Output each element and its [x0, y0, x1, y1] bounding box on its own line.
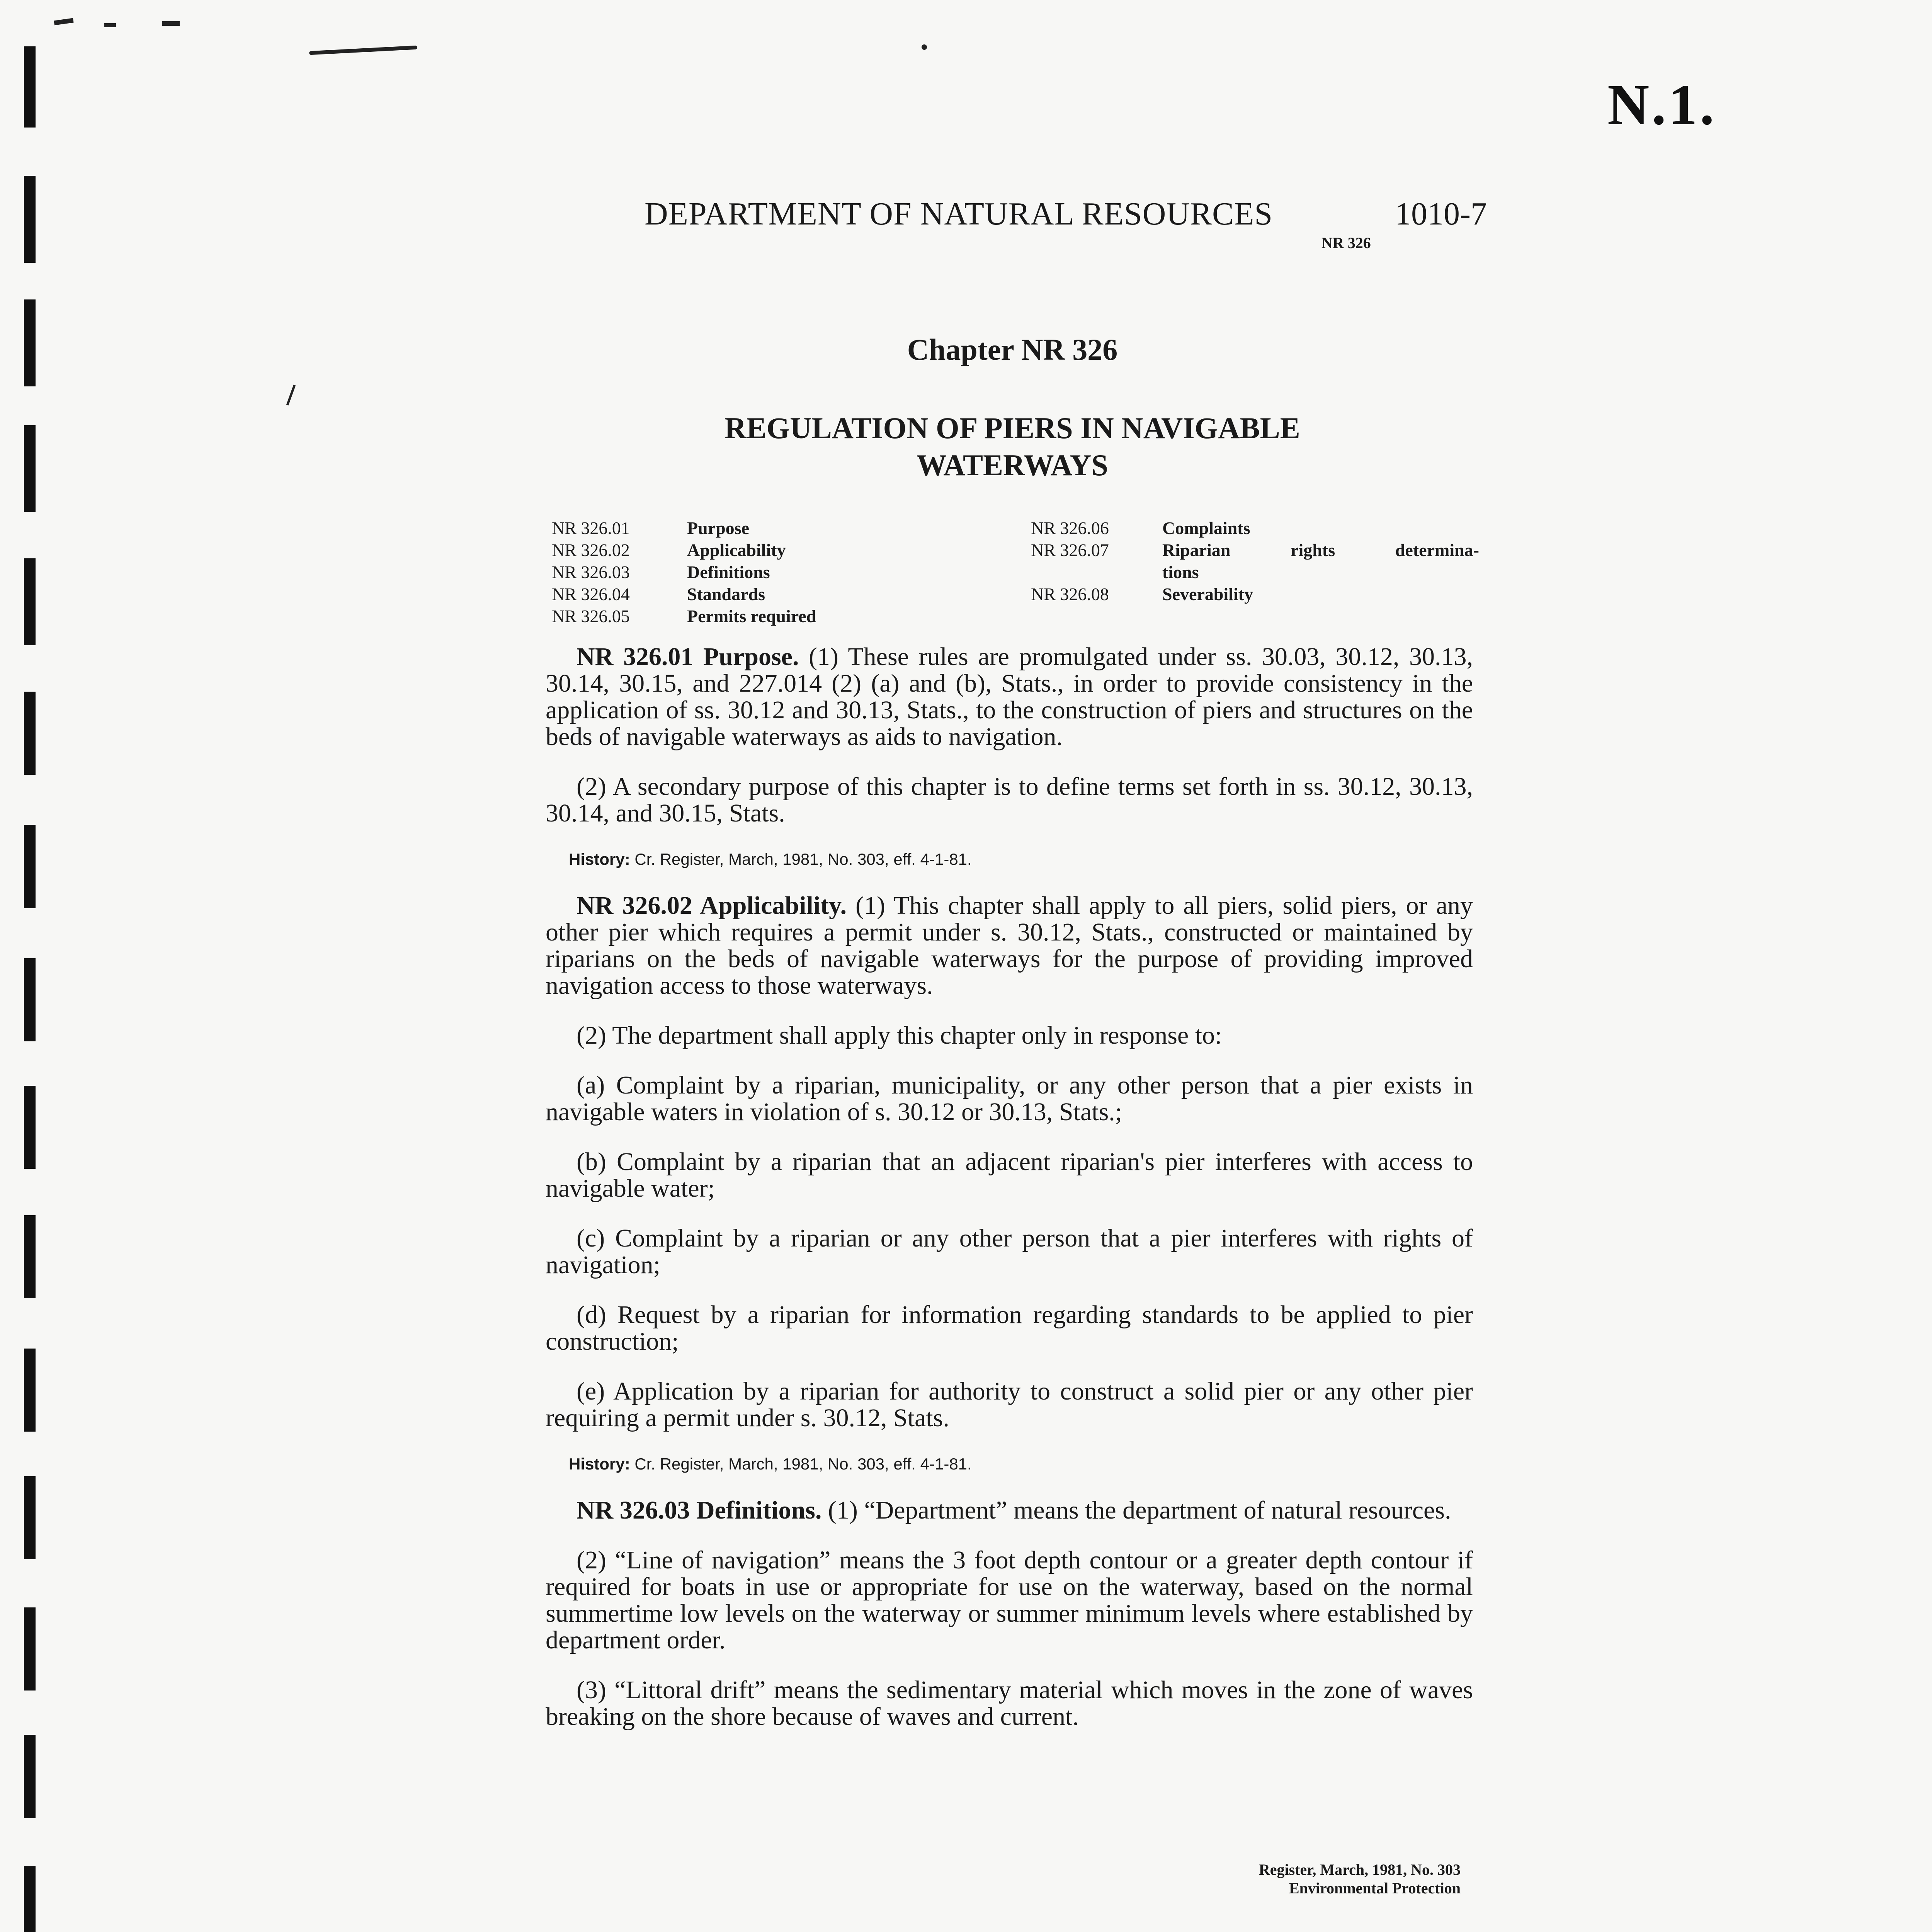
toc-number: NR 326.03	[552, 562, 630, 582]
toc-label: Purpose	[687, 518, 749, 538]
table-of-contents-left	[552, 517, 1015, 627]
running-chapter-code: NR 326	[1321, 234, 1371, 252]
footer-title: Environmental Protection	[1289, 1879, 1461, 1897]
toc-label: tions	[1162, 562, 1199, 582]
toc-entry	[1031, 517, 1479, 539]
binder-mark	[24, 1735, 36, 1818]
toc-number: NR 326.08	[1031, 584, 1109, 604]
binder-mark	[24, 299, 36, 386]
chapter-subtitle-line: WATERWAYS	[917, 448, 1108, 482]
toc-number: NR 326.02	[552, 540, 630, 560]
toc-label: Permits required	[687, 606, 816, 626]
section-paragraph	[546, 892, 1473, 999]
paragraph-text: (a) Complaint by a riparian, municipality, or any other person that a pier exists in navigable waters in violation of s. 30.12 or 30.13, Stats.;	[546, 1071, 1473, 1126]
paragraph-text: (2) The department shall apply this chapter only in response to:	[577, 1021, 1222, 1049]
chapter-title: Chapter NR 326	[907, 333, 1118, 366]
footer-register: Register, March, 1981, No. 303	[1259, 1861, 1461, 1878]
scan-mark	[162, 21, 180, 26]
running-head: DEPARTMENT OF NATURAL RESOURCES	[645, 196, 1273, 232]
binder-mark	[24, 1476, 36, 1559]
toc-entry	[552, 517, 1015, 539]
toc-entry	[1031, 583, 1479, 605]
paragraph-text: (c) Complaint by a riparian or any other person that a pier interferes with rights of navigation;	[546, 1224, 1473, 1279]
toc-entry	[552, 605, 1015, 627]
binder-mark	[24, 425, 36, 512]
binder-mark	[24, 1607, 36, 1690]
section-heading: NR 326.02 Applicability.	[577, 891, 847, 920]
scan-mark	[54, 18, 73, 26]
binder-mark	[24, 958, 36, 1041]
chapter-subtitle-line: REGULATION OF PIERS IN NAVIGABLE	[724, 411, 1300, 445]
toc-label: Complaints	[1162, 518, 1250, 538]
toc-entry-continuation	[1031, 561, 1479, 583]
paragraph-text: (1) This chapter shall apply to all piers, solid piers, or any other pier which requires a permit under s. 30.12, Stats., constructed or maintained by riparians on the beds of navigable waterways for the purpose of providing improved navigation access to those waterways.	[546, 891, 1473, 1000]
history-text: Cr. Register, March, 1981, No. 303, eff. 4-1-81.	[630, 850, 972, 868]
binder-mark	[24, 1215, 36, 1298]
document-body	[546, 643, 1473, 1730]
toc-number: NR 326.05	[552, 606, 630, 626]
paragraph-text: (e) Application by a riparian for authority to construct a solid pier or any other pier requiring a permit under s. 30.12, Stats.	[546, 1377, 1473, 1432]
toc-entry	[552, 561, 1015, 583]
corner-label: N.1.	[1607, 73, 1717, 137]
history-label: History:	[569, 850, 630, 868]
history-text: Cr. Register, March, 1981, No. 303, eff. 4-1-81.	[630, 1455, 972, 1473]
paragraph-text: (1) “Department” means the department of natural resources.	[821, 1496, 1451, 1524]
history-label: History:	[569, 1455, 630, 1473]
paragraph-text: (2) A secondary purpose of this chapter is to define terms set forth in ss. 30.12, 30.13, 30.14, and 30.15, Stats.	[546, 772, 1473, 827]
scan-mark	[309, 46, 417, 55]
scan-mark	[286, 385, 296, 406]
table-of-contents-right	[1031, 517, 1479, 605]
history-note	[546, 1454, 1473, 1474]
section-paragraph	[546, 643, 1473, 750]
binder-mark	[24, 692, 36, 775]
toc-label: Definitions	[687, 562, 770, 582]
history-note	[546, 850, 1473, 869]
toc-entry	[1031, 539, 1479, 561]
section-paragraph	[546, 1497, 1473, 1524]
section-heading: NR 326.03 Definitions.	[577, 1496, 822, 1524]
section-heading: NR 326.01 Purpose.	[577, 643, 799, 671]
scan-mark	[922, 44, 927, 50]
binder-mark	[24, 825, 36, 908]
binder-mark	[24, 1866, 36, 1932]
toc-number: NR 326.06	[1031, 518, 1109, 538]
chapter-subtitle	[541, 410, 1484, 484]
binder-mark	[24, 46, 36, 128]
toc-number: NR 326.07	[1031, 540, 1109, 560]
paragraph-text: (2) “Line of navigation” means the 3 foot depth contour or a greater depth contour if required for boats in use or appropriate for use on the waterway, based on the normal summertime low levels on the waterway or summer minimum levels where established by department order.	[546, 1546, 1473, 1654]
toc-label: Standards	[687, 584, 765, 604]
binder-mark	[24, 1086, 36, 1169]
binder-mark	[24, 1349, 36, 1432]
toc-label: Applicability	[687, 540, 786, 560]
page-footer	[1121, 1861, 1461, 1898]
toc-number: NR 326.01	[552, 518, 630, 538]
paragraph-text: (d) Request by a riparian for information regarding standards to be applied to pier construction;	[546, 1301, 1473, 1355]
toc-label: Riparian rights determina-	[1162, 540, 1479, 560]
toc-entry	[552, 539, 1015, 561]
paragraph-text: (3) “Littoral drift” means the sedimentary material which moves in the zone of waves breaking on the shore because of waves and current.	[546, 1676, 1473, 1731]
paragraph-text: (b) Complaint by a riparian that an adjacent riparian's pier interferes with access to navigable water;	[546, 1148, 1473, 1202]
toc-entry	[552, 583, 1015, 605]
binder-mark	[24, 558, 36, 645]
toc-label: Severability	[1162, 584, 1253, 604]
toc-number: NR 326.04	[552, 584, 630, 604]
paragraph-text: (1) These rules are promulgated under ss. 30.03, 30.12, 30.13, 30.14, 30.15, and 227.014 (2) (a) and (b), Stats., in order to provide consistency in the application of ss. 30.12 and 30.13, Stats., to the construction of piers and structures on the beds of navigable waterways as aids to navigation.	[546, 643, 1473, 751]
scan-mark	[104, 23, 116, 27]
page-number: 1010-7	[1395, 196, 1487, 232]
binder-mark	[24, 176, 36, 263]
